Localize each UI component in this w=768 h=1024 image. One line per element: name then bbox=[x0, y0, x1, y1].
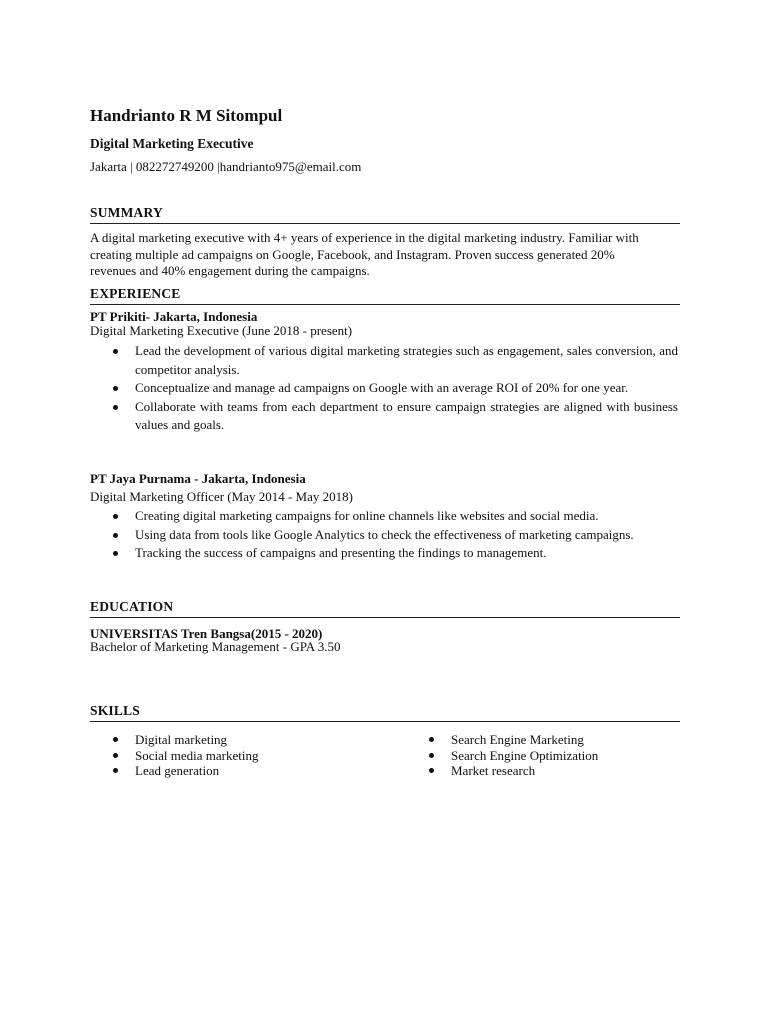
bullet-icon bbox=[429, 768, 434, 773]
job-bullet-item: Conceptualize and manage ad campaigns on Google with an average ROI of 20% for one year. bbox=[110, 379, 678, 398]
bullet-icon bbox=[429, 753, 434, 758]
bullet-icon bbox=[113, 386, 118, 391]
skills-list-left bbox=[110, 732, 400, 779]
summary-text: A digital marketing executive with 4+ years of experience in the digital marketing industry. Familiar with creating multiple ad campaigns on Google, Facebook, and Instagram. Proven success generated 20% revenues and 40% engagement during the campaigns. bbox=[90, 230, 639, 278]
bullet-icon bbox=[113, 349, 118, 354]
bullet-icon bbox=[113, 768, 118, 773]
education-degree: Bachelor of Marketing Management - GPA 3.50 bbox=[90, 639, 341, 654]
job-company: PT Prikiti- Jakarta, Indonesia bbox=[90, 309, 258, 324]
bullet-icon bbox=[113, 533, 118, 538]
skill-item: Digital marketing bbox=[110, 732, 400, 748]
bullet-icon bbox=[113, 551, 118, 556]
job-role: Digital Marketing Executive (June 2018 - present) bbox=[90, 323, 353, 338]
bullet-icon bbox=[429, 737, 434, 742]
skills-list-right bbox=[426, 732, 676, 779]
job-bullets bbox=[110, 342, 678, 435]
skill-item: Lead generation bbox=[110, 763, 400, 779]
bullet-icon bbox=[113, 753, 118, 758]
job-bullet-item: Using data from tools like Google Analytics to check the effectiveness of marketing campaigns. bbox=[110, 526, 678, 545]
job-bullets bbox=[110, 507, 678, 563]
experience-heading: EXPERIENCE bbox=[90, 286, 680, 305]
job-company: PT Jaya Purnama - Jakarta, Indonesia bbox=[90, 471, 306, 486]
bullet-icon bbox=[113, 737, 118, 742]
education-school: UNIVERSITAS Tren Bangsa(2015 - 2020) bbox=[90, 626, 323, 641]
job-role: Digital Marketing Officer (May 2014 - May 2018) bbox=[90, 489, 353, 504]
job-bullet-item: Collaborate with teams from each department to ensure campaign strategies are aligned with business values and goals. bbox=[110, 398, 678, 435]
contact-line: Jakarta | 082272749200 |handrianto975@email.com bbox=[90, 159, 362, 174]
skills-heading: SKILLS bbox=[90, 703, 680, 722]
education-heading: EDUCATION bbox=[90, 599, 680, 618]
job-bullet-item: Tracking the success of campaigns and presenting the findings to management. bbox=[110, 544, 678, 563]
job-bullet-item: Lead the development of various digital marketing strategies such as engagement, sales conversion, and competitor analysis. bbox=[110, 342, 678, 379]
job-bullet-item: Creating digital marketing campaigns for online channels like websites and social media. bbox=[110, 507, 678, 526]
skill-item: Market research bbox=[426, 763, 676, 779]
candidate-job-title: Digital Marketing Executive bbox=[90, 136, 254, 151]
skill-item: Social media marketing bbox=[110, 748, 400, 764]
summary-heading: SUMMARY bbox=[90, 205, 680, 224]
bullet-icon bbox=[113, 405, 118, 410]
candidate-name: Handrianto R M Sitompul bbox=[90, 106, 283, 125]
skill-item: Search Engine Optimization bbox=[426, 748, 676, 764]
skill-item: Search Engine Marketing bbox=[426, 732, 676, 748]
bullet-icon bbox=[113, 514, 118, 519]
